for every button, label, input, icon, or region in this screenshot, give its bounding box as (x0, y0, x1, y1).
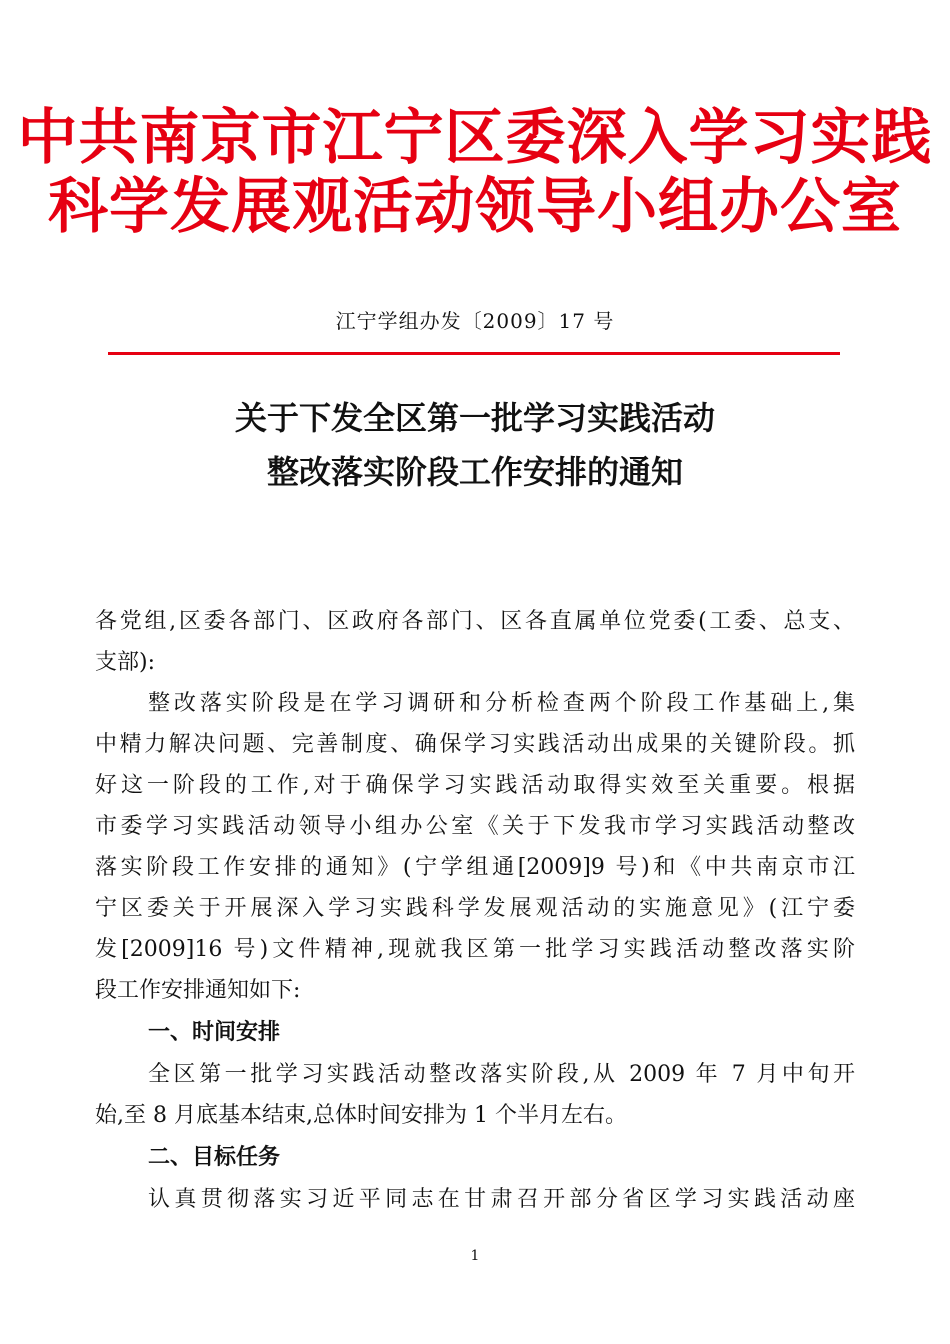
red-separator-rule (108, 352, 840, 355)
document-number: 江宁学组办发〔2009〕17 号 (335, 309, 615, 333)
page-number: 1 (470, 1248, 480, 1264)
paragraph-line: 认真贯彻落实习近平同志在甘肃召开部分省区学习实践活动座 (148, 1187, 855, 1212)
paragraph-line: 发[2009]16 号)文件精神,现就我区第一批学习实践活动整改落实阶 (95, 937, 855, 962)
issuing-office-header-line-2: 科学发展观活动领导小组办公室 (48, 172, 902, 242)
paragraph-line: 宁区委关于开展深入学习实践科学发展观活动的实施意见》(江宁委 (95, 896, 855, 921)
paragraph-line: 整改落实阶段是在学习调研和分析检查两个阶段工作基础上,集 (148, 691, 855, 716)
paragraph-line: 始,至 8 月底基本结束,总体时间安排为 1 个半月左右。 (95, 1103, 627, 1128)
paragraph-line: 好这一阶段的工作,对于确保学习实践活动取得实效至关重要。根据 (95, 773, 855, 798)
section-heading-goals-tasks: 二、目标任务 (148, 1145, 281, 1170)
issuing-office-header-line-1: 中共南京市江宁区委深入学习实践 (17, 103, 933, 173)
paragraph-line: 全区第一批学习实践活动整改落实阶段,从 2009 年 7 月中旬开 (148, 1062, 855, 1087)
paragraph-line: 落实阶段工作安排的通知》(宁学组通[2009]9 号)和《中共南京市江 (95, 855, 855, 880)
paragraph-line: 市委学习实践活动领导小组办公室《关于下发我市学习实践活动整改 (95, 814, 855, 839)
paragraph-line: 中精力解决问题、完善制度、确保学习实践活动出成果的关键阶段。抓 (95, 732, 855, 757)
addressee-line-2: 支部): (95, 650, 155, 675)
addressee-line-1: 各党组,区委各部门、区政府各部门、区各直属单位党委(工委、总支、 (95, 609, 855, 634)
paragraph-line: 段工作安排通知如下: (95, 978, 301, 1003)
document-title-line-2: 整改落实阶段工作安排的通知 (266, 453, 683, 491)
section-heading-time-schedule: 一、时间安排 (148, 1020, 281, 1045)
document-title-line-1: 关于下发全区第一批学习实践活动 (234, 399, 715, 437)
